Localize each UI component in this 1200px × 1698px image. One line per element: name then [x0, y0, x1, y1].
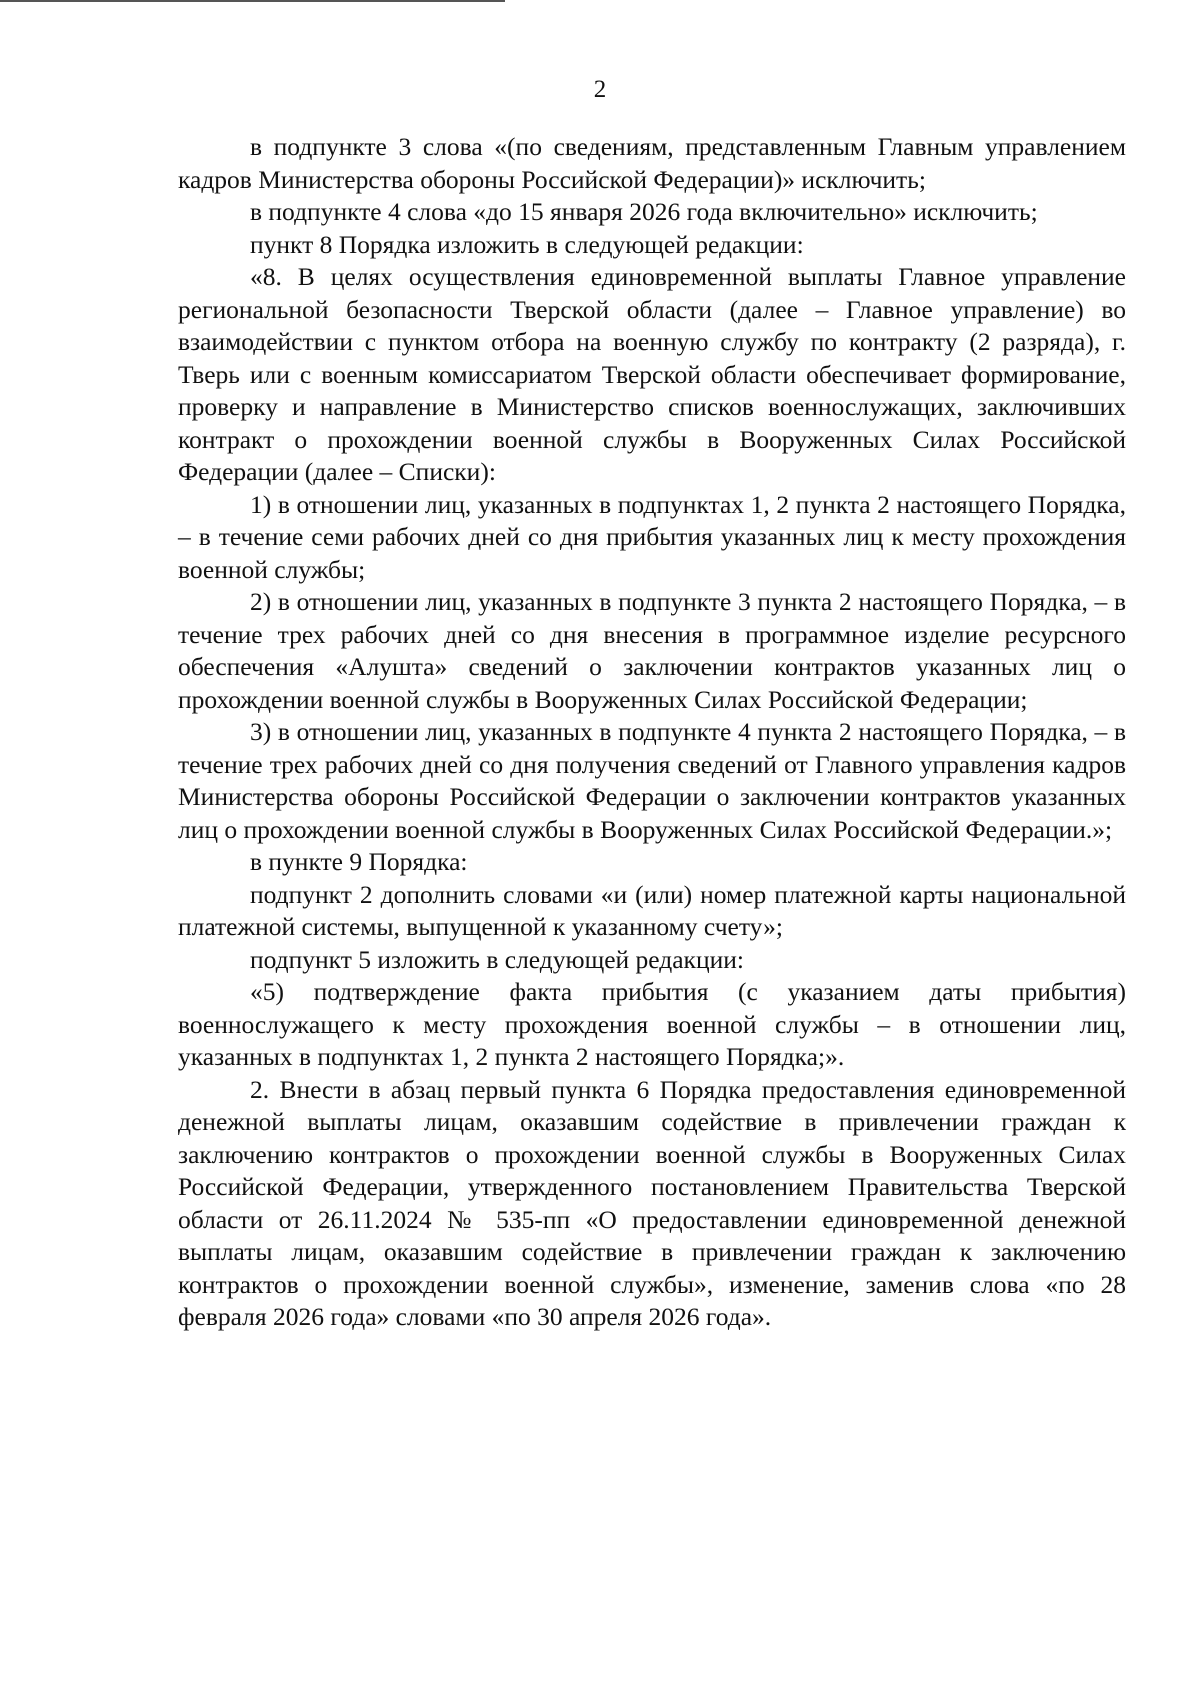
paragraph-point-9-subpoint-5-text: «5) подтверждение факта прибытия (с указанием даты прибытия) военнослужащего к месту прохождения военной службы – в отношении лиц, указанных в подпунктах 1, 2 пункта 2 настоящего Порядка;».: [178, 977, 1126, 1071]
document-body: [178, 131, 1126, 1334]
paragraph-section-2: 2. Внести в абзац первый пункта 6 Порядка предоставления единовременной денежной выплаты лицам, оказавшим содействие в привлечении граждан к заключению контрактов о прохождении военной службы в Вооруженных Силах Российской Федерации, утвержденного постановлением Правительства Тверской области от 26.11.2024 № 535-пп «О предоставлении единовременной денежной выплаты лицам, оказавшим содействие в привлечении граждан к заключению контрактов о прохождении военной службы», изменение, заменив слова «по 28 февраля 2026 года» словами «по 30 апреля 2026 года».: [178, 1074, 1126, 1331]
paragraph-subpoint-3-amendment: в подпункте 3 слова «(по сведениям, представленным Главным управлением кадров Министерства обороны Российской Федерации)» исключить;: [178, 132, 1126, 194]
page-number: 2: [593, 76, 607, 103]
paragraph-point-8-item-2: 2) в отношении лиц, указанных в подпункте 3 пункта 2 настоящего Порядка, – в течение трех рабочих дней со дня внесения в программное изделие ресурсного обеспечения «Алушта» сведений о заключении контрактов указанных лиц о прохождении военной службы в Вооруженных Силах Российской Федерации;: [178, 587, 1126, 714]
paragraph-point-8-item-3: 3) в отношении лиц, указанных в подпункте 4 пункта 2 настоящего Порядка, – в течение трех рабочих дней со дня получения сведений от Главного управления кадров Министерства обороны Российской Федерации о заключении контрактов указанных лиц о прохождении военной службы в Вооруженных Силах Российской Федерации.»;: [178, 717, 1126, 844]
paragraph-subpoint-4-amendment: в подпункте 4 слова «до 15 января 2026 года включительно» исключить;: [250, 197, 1038, 226]
paragraph-point-8-text: «8. В целях осуществления единовременной выплаты Главное управление региональной безопасности Тверской области (далее – Главное управление) во взаимодействии с пунктом отбора на военную службу по контракту (2 разряда), г. Тверь или с военным комиссариатом Тверской области обеспечивает формирование, проверку и направление в Министерство списков военнослужащих, заключивших контракт о прохождении военной службы в Вооруженных Силах Российской Федерации (далее – Списки):: [178, 262, 1126, 486]
paragraph-point-9-subpoint-2: подпункт 2 дополнить словами «и (или) номер платежной карты национальной платежной системы, выпущенной к указанному счету»;: [178, 879, 1126, 941]
paragraph-point-8-intro: пункт 8 Порядка изложить в следующей редакции:: [250, 229, 804, 259]
paragraph-point-9-subpoint-5-intro: подпункт 5 изложить в следующей редакции:: [250, 944, 744, 974]
scan-edge-line: [0, 0, 505, 2]
paragraph-point-9-intro: в пункте 9 Порядка:: [250, 847, 468, 876]
paragraph-point-8-item-1: 1) в отношении лиц, указанных в подпунктах 1, 2 пункта 2 настоящего Порядка, – в течение семи рабочих дней со дня прибытия указанных лиц к месту прохождения военной службы;: [178, 489, 1126, 584]
